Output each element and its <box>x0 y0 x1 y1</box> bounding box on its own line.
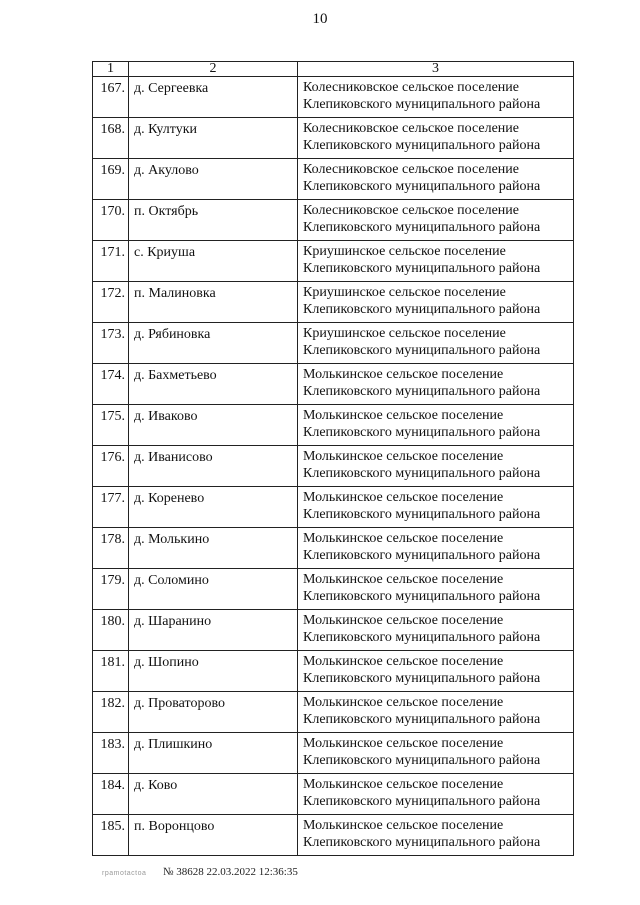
row-number: 182. <box>93 692 129 733</box>
column-header-locality: 2 <box>129 62 298 77</box>
district-name: Клепиковского муниципального района <box>303 589 541 604</box>
locality-name: п. Воронцово <box>129 815 298 856</box>
table-row <box>93 651 574 692</box>
district-name: Клепиковского муниципального района <box>303 507 541 522</box>
district-name: Клепиковского муниципального района <box>303 138 541 153</box>
locality-name: д. Акулово <box>129 159 298 200</box>
locality-name: д. Рябиновка <box>129 323 298 364</box>
table-row <box>93 774 574 815</box>
settlement-name: Молькинское сельское поселение <box>303 777 504 792</box>
table-row <box>93 528 574 569</box>
row-number: 171. <box>93 241 129 282</box>
settlement-cell <box>298 651 574 692</box>
settlement-cell <box>298 364 574 405</box>
row-number: 173. <box>93 323 129 364</box>
district-name: Клепиковского муниципального района <box>303 794 541 809</box>
settlement-name: Молькинское сельское поселение <box>303 572 504 587</box>
table-row <box>93 77 574 118</box>
table-row <box>93 610 574 651</box>
district-name: Клепиковского муниципального района <box>303 835 541 850</box>
table-row <box>93 733 574 774</box>
row-number: 168. <box>93 118 129 159</box>
settlement-cell <box>298 774 574 815</box>
locality-name: д. Молькино <box>129 528 298 569</box>
table-header-row <box>93 62 574 77</box>
settlement-cell <box>298 405 574 446</box>
locality-name: д. Сергеевка <box>129 77 298 118</box>
settlement-cell <box>298 282 574 323</box>
row-number: 180. <box>93 610 129 651</box>
locality-name: д. Соломино <box>129 569 298 610</box>
locality-name: д. Шопино <box>129 651 298 692</box>
footer-faint-text: rpamotactoa <box>102 870 147 877</box>
table-row <box>93 241 574 282</box>
district-name: Клепиковского муниципального района <box>303 384 541 399</box>
table-row <box>93 159 574 200</box>
settlement-name: Молькинское сельское поселение <box>303 449 504 464</box>
row-number: 174. <box>93 364 129 405</box>
district-name: Клепиковского муниципального района <box>303 671 541 686</box>
locality-name: д. Коренево <box>129 487 298 528</box>
table-row <box>93 405 574 446</box>
settlement-name: Молькинское сельское поселение <box>303 818 504 833</box>
settlement-cell <box>298 323 574 364</box>
settlement-name: Молькинское сельское поселение <box>303 736 504 751</box>
settlement-name: Колесниковское сельское поселение <box>303 80 520 95</box>
settlement-cell <box>298 159 574 200</box>
settlement-cell <box>298 692 574 733</box>
row-number: 175. <box>93 405 129 446</box>
table-row <box>93 487 574 528</box>
settlement-name: Криушинское сельское поселение <box>303 285 506 300</box>
settlement-name: Колесниковское сельское поселение <box>303 121 520 136</box>
settlement-cell <box>298 77 574 118</box>
row-number: 172. <box>93 282 129 323</box>
settlement-name: Колесниковское сельское поселение <box>303 162 520 177</box>
district-name: Клепиковского муниципального района <box>303 302 541 317</box>
row-number: 185. <box>93 815 129 856</box>
settlement-name: Молькинское сельское поселение <box>303 695 504 710</box>
row-number: 178. <box>93 528 129 569</box>
locality-name: д. Иваково <box>129 405 298 446</box>
settlement-name: Колесниковское сельское поселение <box>303 203 520 218</box>
district-name: Клепиковского муниципального района <box>303 97 541 112</box>
locality-name: п. Октябрь <box>129 200 298 241</box>
row-number: 169. <box>93 159 129 200</box>
table-row <box>93 364 574 405</box>
table-row <box>93 282 574 323</box>
row-number: 184. <box>93 774 129 815</box>
locality-name: д. Иванисово <box>129 446 298 487</box>
district-name: Клепиковского муниципального района <box>303 466 541 481</box>
page-number: 10 <box>312 11 328 27</box>
settlement-name: Молькинское сельское поселение <box>303 408 504 423</box>
locality-name: с. Криуша <box>129 241 298 282</box>
district-name: Клепиковского муниципального района <box>303 712 541 727</box>
row-number: 179. <box>93 569 129 610</box>
locality-name: д. Ково <box>129 774 298 815</box>
table-row <box>93 118 574 159</box>
table-row <box>93 692 574 733</box>
table-row <box>93 569 574 610</box>
settlement-name: Молькинское сельское поселение <box>303 531 504 546</box>
row-number: 183. <box>93 733 129 774</box>
column-header-number: 1 <box>93 62 129 77</box>
settlement-name: Молькинское сельское поселение <box>303 367 504 382</box>
settlement-name: Молькинское сельское поселение <box>303 613 504 628</box>
table-row <box>93 815 574 856</box>
settlement-cell <box>298 487 574 528</box>
district-name: Клепиковского муниципального района <box>303 179 541 194</box>
registration-stamp: № 38628 22.03.2022 12:36:35 <box>163 866 298 878</box>
district-name: Клепиковского муниципального района <box>303 753 541 768</box>
district-name: Клепиковского муниципального района <box>303 261 541 276</box>
footer <box>0 865 640 885</box>
row-number: 167. <box>93 77 129 118</box>
settlement-cell <box>298 200 574 241</box>
district-name: Клепиковского муниципального района <box>303 630 541 645</box>
locality-name: п. Малиновка <box>129 282 298 323</box>
locality-name: д. Плишкино <box>129 733 298 774</box>
settlement-cell <box>298 815 574 856</box>
settlement-name: Молькинское сельское поселение <box>303 490 504 505</box>
district-name: Клепиковского муниципального района <box>303 343 541 358</box>
settlement-cell <box>298 446 574 487</box>
settlement-cell <box>298 118 574 159</box>
settlement-cell <box>298 610 574 651</box>
table-row <box>93 446 574 487</box>
row-number: 177. <box>93 487 129 528</box>
locality-name: д. Култуки <box>129 118 298 159</box>
settlement-cell <box>298 733 574 774</box>
settlement-name: Молькинское сельское поселение <box>303 654 504 669</box>
locality-name: д. Проваторово <box>129 692 298 733</box>
table-row <box>93 200 574 241</box>
district-name: Клепиковского муниципального района <box>303 548 541 563</box>
row-number: 181. <box>93 651 129 692</box>
settlement-name: Криушинское сельское поселение <box>303 244 506 259</box>
row-number: 176. <box>93 446 129 487</box>
table-row <box>93 323 574 364</box>
locality-name: д. Бахметьево <box>129 364 298 405</box>
district-name: Клепиковского муниципального района <box>303 425 541 440</box>
column-header-settlement: 3 <box>298 62 574 77</box>
settlement-cell <box>298 528 574 569</box>
settlement-name: Криушинское сельское поселение <box>303 326 506 341</box>
settlements-table <box>92 61 574 856</box>
row-number: 170. <box>93 200 129 241</box>
settlement-cell <box>298 241 574 282</box>
district-name: Клепиковского муниципального района <box>303 220 541 235</box>
settlement-cell <box>298 569 574 610</box>
locality-name: д. Шаранино <box>129 610 298 651</box>
